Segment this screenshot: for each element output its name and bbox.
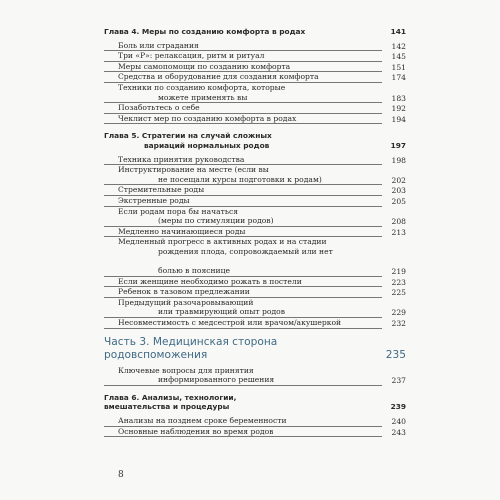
page-number: 219 [391,267,406,277]
toc-entry [104,227,406,238]
toc-entry-title [104,227,382,238]
toc-entry [104,62,406,73]
page-number: 225 [391,288,406,298]
toc-entry-line: Средства и оборудование для создания комфорта [118,72,319,82]
chapter-title-line: Глава 6. Анализы, технологии, [104,392,237,402]
toc-entry-line: болью в пояснице [158,266,230,276]
toc-entry-line: Анализы на позднем сроке беременности [118,416,287,425]
toc-entry-line: Медленно начинающиеся роды [118,226,246,236]
toc-entry-title [104,416,382,427]
toc-entry [104,427,406,438]
toc-entry [104,207,406,227]
part-title-line: Часть 3. Медицинская сторона [104,335,278,348]
toc-entry [104,196,406,207]
toc-entry-line: рождения плода, сопровождаемый или нет [158,246,333,256]
page-number: 232 [391,319,406,329]
page-number: 198 [391,155,406,165]
toc-entry-line: Предыдущий разочаровывающий [118,297,254,307]
part-heading [104,349,406,362]
toc-entry-title [104,72,382,83]
toc-entry-title [104,196,382,207]
toc-entry-title [104,155,382,166]
page-number: 151 [391,62,406,72]
toc-entry-title [104,207,382,227]
page-number: 243 [391,427,406,437]
table-of-contents [104,27,406,437]
page-number: 240 [391,417,406,426]
page-number: 197 [390,140,406,150]
page-number: 194 [391,114,406,124]
page-number: 141 [390,27,406,36]
toc-entry-title [104,185,382,196]
toc-entry-line: Ребенок в тазовом предлежании [118,287,250,297]
toc-entry-line: информированного решения [158,375,275,385]
toc-entry-line: Чеклист мер по созданию комфорта в родах [118,113,297,123]
page-number: 237 [391,376,406,386]
page-number: 183 [391,93,406,103]
chapter-heading [104,131,406,150]
toc-entry [104,318,406,329]
page-number: 235 [385,348,406,361]
toc-entry-line: Несовместимость с медсестрой или врачом/акушеркой [118,318,342,328]
toc-entry-line: Если родам пора бы начаться [118,206,239,216]
toc-entry [104,185,406,196]
toc-entry-line: Техника принятия руководства [118,154,245,164]
toc-entry-line: (меры по стимуляции родов) [158,216,274,226]
page-number: 239 [390,402,406,412]
page-number: 208 [391,217,406,227]
chapter-title-line: Глава 5. Стратегии на случай сложных [104,131,272,141]
toc-entry [104,287,406,298]
toc-entry [104,155,406,166]
chapter-title [104,131,382,150]
part-heading [104,336,406,349]
toc-entry-line: Три «Р»: релаксация, ритм и ритуал [118,51,265,61]
chapter-heading [104,27,406,37]
toc-entry [104,114,406,125]
page-number: 202 [391,175,406,185]
chapter-title-line: вмешательства и процедуры [104,402,230,412]
toc-entry-line: не посещали курсы подготовки к родам) [158,174,322,184]
toc-entry-title [104,277,382,288]
chapter-title [104,393,382,412]
toc-entry-title [104,41,382,52]
chapter-heading [104,393,406,412]
toc-entry-title [104,51,382,62]
toc-entry [104,41,406,52]
toc-entry [104,165,406,185]
toc-entry [104,366,406,386]
toc-entry-line: Если женщине необходимо рожать в постели [118,276,302,286]
toc-entry [104,416,406,427]
toc-entry [104,72,406,83]
toc-entry-line: Стремительные роды [118,185,205,195]
chapter-title-line: вариаций нормальных родов [144,140,270,150]
toc-entry-line: Техники по созданию комфорта, которые [118,82,286,92]
toc-entry [104,83,406,103]
toc-entry-title [104,114,382,125]
toc-entry [104,277,406,288]
page-number: 192 [391,104,406,114]
toc-entry [104,103,406,114]
toc-entry-line: Медленный прогресс в активных родах и на стадии [118,237,327,247]
part-title-line: родовспоможения [104,348,208,361]
toc-entry-title [104,237,382,276]
toc-entry-line: Основные наблюдения во время родов [118,426,274,436]
page-number: 229 [391,308,406,318]
page-number: 223 [391,277,406,287]
page-number: 205 [391,196,406,206]
toc-entry-title [104,427,382,438]
toc-entry-line: Инструктирование на месте (если вы [118,165,269,175]
toc-entry-line: Экстренные роды [118,195,190,205]
page-number: 174 [391,73,406,83]
toc-entry-line: Боль или страдания [118,40,199,50]
toc-entry-title [104,366,382,386]
toc-entry-line: Меры самопомощи по созданию комфорта [118,61,291,71]
toc-entry-line: Позаботьтесь о себе [118,103,200,113]
toc-entry-title [104,298,382,318]
toc-entry-title [104,62,382,73]
toc-entry-line: или травмирующий опыт родов [158,307,285,317]
toc-entry-line: Ключевые вопросы для принятия [118,365,254,375]
toc-entry [104,237,406,276]
page-number: 213 [391,227,406,237]
page-number: 142 [391,41,406,51]
toc-entry-title [104,165,382,185]
toc-entry-title [104,318,382,329]
toc-entry-title [104,287,382,298]
toc-entry-line: можете применять вы [158,92,248,102]
toc-entry-title [104,83,382,103]
toc-entry-title [104,103,382,114]
folio-page-number: 8 [118,470,124,480]
page-number: 203 [391,186,406,196]
toc-entry [104,51,406,62]
toc-entry [104,298,406,318]
chapter-title: Глава 4. Меры по созданию комфорта в родах [104,27,306,36]
page-number: 145 [391,52,406,62]
